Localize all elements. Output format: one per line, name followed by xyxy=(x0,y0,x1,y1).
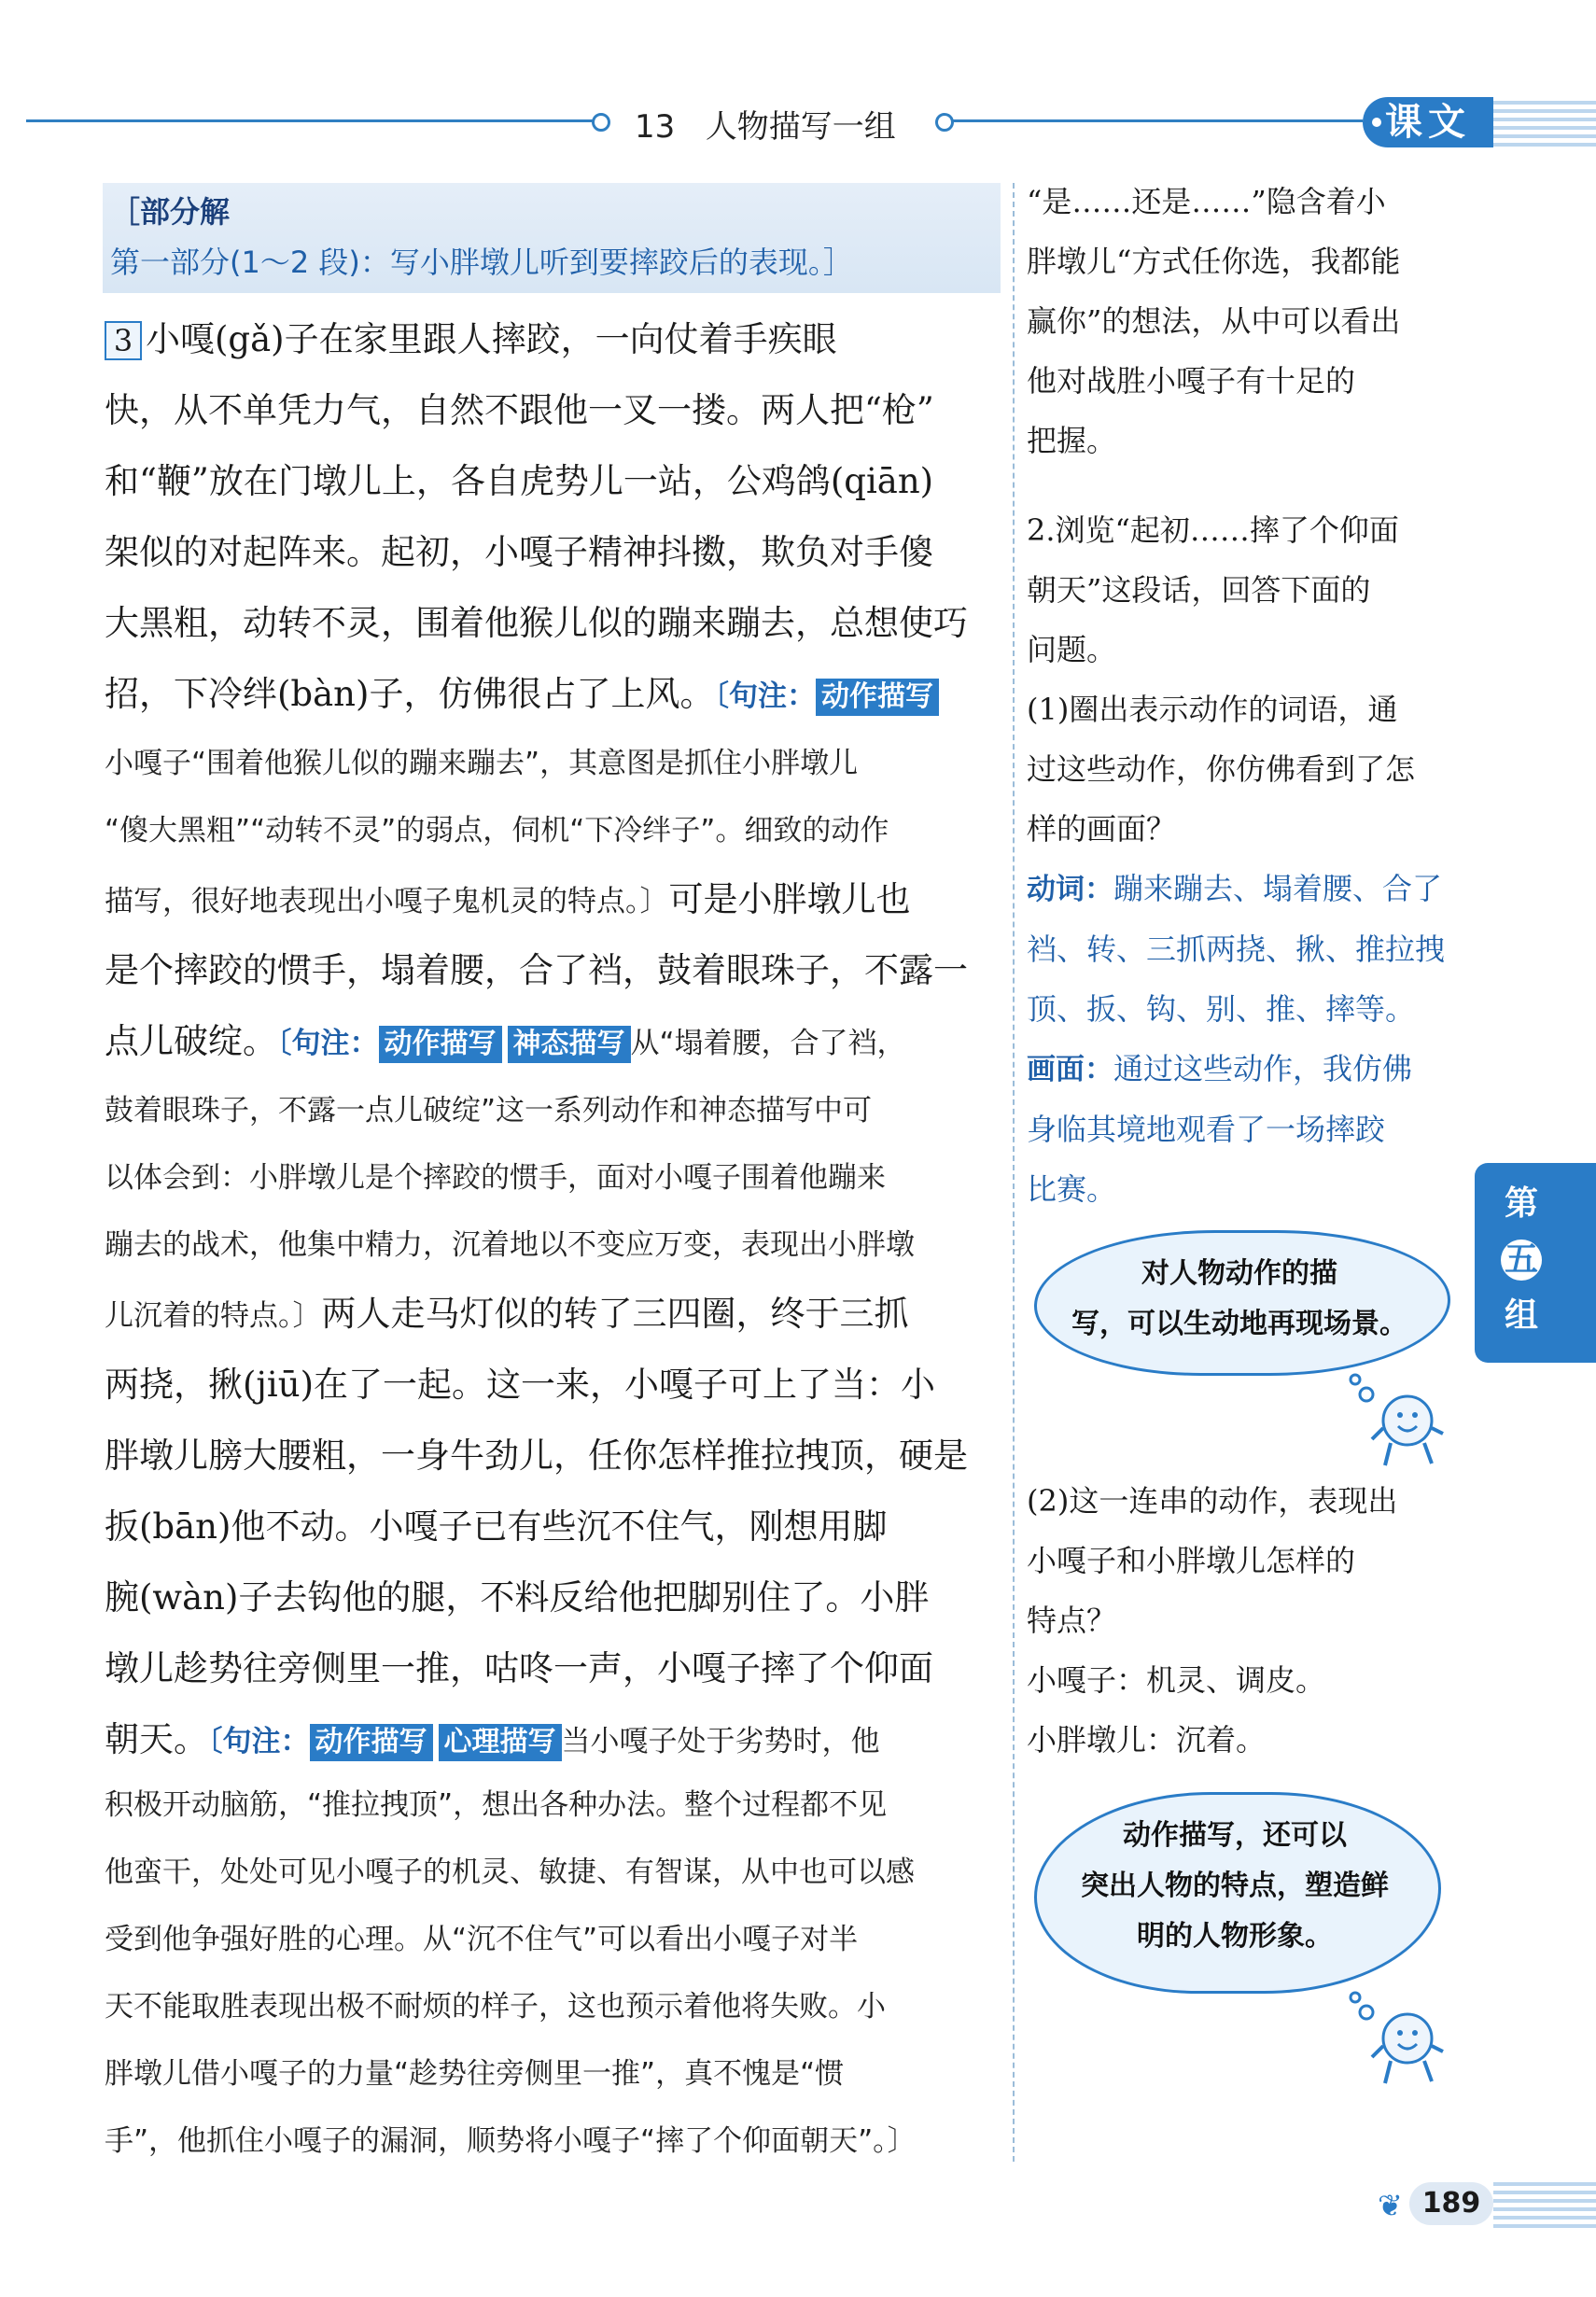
text-line xyxy=(105,659,1001,730)
side-line: 胖墩儿“方式任你选，我都能 xyxy=(1027,244,1401,279)
annotation-block xyxy=(105,1077,1001,1279)
text-line-content: 朝天。 xyxy=(105,1719,208,1759)
summary-label: ［部分解 xyxy=(110,194,231,230)
side-line: 样的画面？ xyxy=(1027,811,1177,847)
annotation-line: 天不能取胜表现出极不耐烦的样子，这也预示着他将失败。小 xyxy=(105,1990,886,2024)
main-text xyxy=(105,1279,1001,1775)
header-rule-left xyxy=(26,119,597,122)
annotation-label: 〔句注： xyxy=(277,1027,379,1060)
annotation-tag: 动作描写 xyxy=(310,1724,433,1761)
text-line-content: 招，下冷绊(bàn)子，仿佛很占了上风。 xyxy=(105,674,715,714)
text-line: 大黑粗，动转不灵，围着他猴儿似的蹦来蹦去，总想使巧 xyxy=(105,603,968,643)
annotation-line: 小嘎子“围着他猴儿似的蹦来蹦去”，其意图是抓住小胖墩儿 xyxy=(105,747,859,780)
page-number: 189 xyxy=(1409,2182,1493,2225)
side-line: 小嘎子和小胖墩儿怎样的 xyxy=(1027,1543,1356,1578)
side-note xyxy=(1027,172,1456,470)
annotation-line: 手”，他抓住小嘎子的漏洞，顺势将小嘎子“摔了个仰面朝天”。〕 xyxy=(105,2124,917,2158)
unit-tab-line: 组 xyxy=(1504,1296,1538,1335)
side-line: 把握。 xyxy=(1027,423,1117,458)
answer-line: 身临其境地观看了一场摔跤 xyxy=(1027,1112,1386,1147)
annotation-block xyxy=(105,1772,1001,2175)
lesson-heading xyxy=(635,101,896,147)
header-rule-right xyxy=(952,119,1363,122)
smiley-mascot-icon xyxy=(1335,1990,1447,2093)
side-line: 2.浏览“起初……摔了个仰面 xyxy=(1027,512,1399,548)
text-line: 腕(wàn)子去钩他的腿，不料反给他把脚别住了。小胖 xyxy=(105,1577,930,1618)
side-line: 朝天”这段话，回答下面的 xyxy=(1027,572,1371,608)
answer-line: 小嘎子：机灵、调皮。 xyxy=(1027,1662,1326,1698)
text-line-content: 可是小胖墩儿也 xyxy=(668,879,911,919)
tip-cloud-text xyxy=(1034,1249,1445,1350)
text-line xyxy=(105,304,1001,375)
badge-dot xyxy=(1372,118,1381,127)
tip-line: 明的人物形象。 xyxy=(1137,1920,1333,1953)
text-line xyxy=(105,864,1001,935)
verbs-label: 动词： xyxy=(1027,873,1113,906)
text-line xyxy=(105,1006,1001,1077)
text-line: 和“鞭”放在门墩儿上，各自虎势儿一站，公鸡鸽(qiān) xyxy=(105,461,934,501)
section-badge: 课文 xyxy=(1363,97,1493,147)
annotation-block xyxy=(105,730,1001,864)
text-line xyxy=(105,1279,1001,1350)
side-line: “是……还是……”隐含着小 xyxy=(1027,184,1386,219)
answer-line: 顶、扳、钩、别、推、摔等。 xyxy=(1027,991,1416,1027)
answer-line: 小胖墩儿：沉着。 xyxy=(1027,1722,1267,1758)
annotation-line: 受到他争强好胜的心理。从“沉不住气”可以看出小嘎子对半 xyxy=(105,1923,859,1956)
side-line: 赢你”的想法，从中可以看出 xyxy=(1027,303,1401,339)
main-text xyxy=(105,864,1001,1077)
column-divider xyxy=(1013,183,1015,2162)
text-line-content: 小嘎(gǎ)子在家里跟人摔跤，一向仗着手疾眼 xyxy=(146,319,837,359)
side-line: 特点？ xyxy=(1027,1603,1117,1638)
question-2 xyxy=(1027,500,1456,1219)
text-line: 是个摔跤的惯手，塌着腰，合了裆，鼓着眼珠子，不露一 xyxy=(105,950,968,990)
side-line: 他对战胜小嘎子有十足的 xyxy=(1027,363,1356,399)
answer-text: 蹦来蹦去、塌着腰、合了 xyxy=(1113,871,1443,906)
annotation-line: 以体会到：小胖墩儿是个摔跤的惯手，面对小嘎子围着他蹦来 xyxy=(105,1161,886,1195)
annotation-line: 他蛮干，处处可见小嘎子的机灵、敏捷、有智谋，从中也可以感 xyxy=(105,1856,915,1889)
side-line: 过这些动作，你仿佛看到了怎 xyxy=(1027,751,1416,787)
text-line: 两挠，揪(jiū)在了一起。这一来，小嘎子可上了当：小 xyxy=(105,1365,936,1405)
tip-line: 动作描写，还可以 xyxy=(1123,1819,1347,1852)
annotation-line: 胖墩儿借小嘎子的力量“趁势往旁侧里一推”，真不愧是“惯 xyxy=(105,2057,845,2091)
summary-body: 第一部分(1～2 段)：写小胖墩儿听到要摔跤后的表现。］ xyxy=(110,245,853,280)
text-line: 墩儿趁势往旁侧里一推，咕咚一声，小嘎子摔了个仰面 xyxy=(105,1648,933,1688)
paragraph-number: 3 xyxy=(105,321,142,360)
annotation-line: 儿沉着的特点。〕 xyxy=(105,1299,322,1333)
lesson-number: 13 xyxy=(635,108,676,146)
annotation-line: 从“塌着腰，合了裆， xyxy=(630,1027,906,1060)
summary-text xyxy=(110,187,997,287)
answer-line xyxy=(1027,859,1456,919)
main-text xyxy=(105,304,1001,730)
answer-text: 通过这些动作，我仿佛 xyxy=(1113,1051,1413,1086)
question-2b xyxy=(1027,1471,1456,1770)
annotation-line: 蹦去的战术，他集中精力，沉着地以不变应万变，表现出小胖墩 xyxy=(105,1228,915,1262)
text-line: 扳(bān)他不动。小嘎子已有些沉不住气，刚想用脚 xyxy=(105,1506,888,1547)
tip-line: 写，可以生动地再现场景。 xyxy=(1071,1308,1407,1340)
scene-label: 画面： xyxy=(1027,1053,1113,1086)
answer-line: 裆、转、三抓两挠、揪、推拉拽 xyxy=(1027,931,1446,967)
header-dot-right xyxy=(935,113,954,132)
annotation-line: 描写，很好地表现出小嘎子鬼机灵的特点。〕 xyxy=(105,885,669,918)
tip-line: 突出人物的特点，塑造鲜 xyxy=(1081,1870,1389,1902)
answer-line: 比赛。 xyxy=(1027,1171,1117,1207)
lesson-title: 人物描写一组 xyxy=(705,108,896,146)
side-line: (1)圈出表示动作的词语，通 xyxy=(1027,692,1398,727)
side-line: 问题。 xyxy=(1027,632,1117,667)
annotation-line: 当小嘎子处于劣势时，他 xyxy=(561,1725,880,1758)
text-line-content: 两人走马灯似的转了三四圈，终于三抓 xyxy=(321,1294,909,1334)
annotation-line: “傻大黑粗”“动转不灵”的弱点，伺机“下冷绊子”。细致的动作 xyxy=(105,814,889,847)
tip-cloud-text xyxy=(1034,1811,1435,1962)
header-stripes xyxy=(1493,101,1596,147)
smiley-mascot-icon xyxy=(1335,1372,1447,1475)
footer-stripes xyxy=(1493,2182,1596,2229)
annotation-tag: 心理描写 xyxy=(439,1724,562,1761)
text-line: 胖墩儿膀大腰粗，一身牛劲儿，任你怎样推拉拽顶，硬是 xyxy=(105,1436,968,1476)
unit-tab-line xyxy=(1475,1232,1568,1288)
text-line xyxy=(105,1704,1001,1775)
annotation-tag: 神态描写 xyxy=(508,1026,631,1063)
annotation-tag: 动作描写 xyxy=(816,679,939,716)
header-dot-left xyxy=(592,113,610,132)
annotation-line: 鼓着眼珠子，不露一点儿破绽”这一系列动作和神态描写中可 xyxy=(105,1094,873,1127)
text-line: 架似的对起阵来。起初，小嘎子精神抖擞，欺负对手傻 xyxy=(105,532,933,572)
unit-number: 五 xyxy=(1501,1240,1542,1281)
annotation-tag: 动作描写 xyxy=(379,1026,502,1063)
annotation-label: 〔句注： xyxy=(208,1725,310,1758)
unit-tab-text xyxy=(1475,1176,1568,1344)
text-line: 快，从不单凭力气，自然不跟他一叉一搂。两人把“枪” xyxy=(105,390,934,430)
annotation-label: 〔句注： xyxy=(714,679,816,713)
annotation-line: 积极开动脑筋，“推拉拽顶”，想出各种办法。整个过程都不见 xyxy=(105,1788,888,1822)
tip-line: 对人物动作的描 xyxy=(1141,1257,1337,1290)
leaf-icon: ❦ xyxy=(1378,2188,1403,2223)
text-line-content: 点儿破绽。 xyxy=(105,1021,277,1061)
unit-tab-line: 第 xyxy=(1504,1184,1538,1223)
answer-line xyxy=(1027,1039,1456,1099)
side-line: (2)这一连串的动作，表现出 xyxy=(1027,1483,1398,1519)
